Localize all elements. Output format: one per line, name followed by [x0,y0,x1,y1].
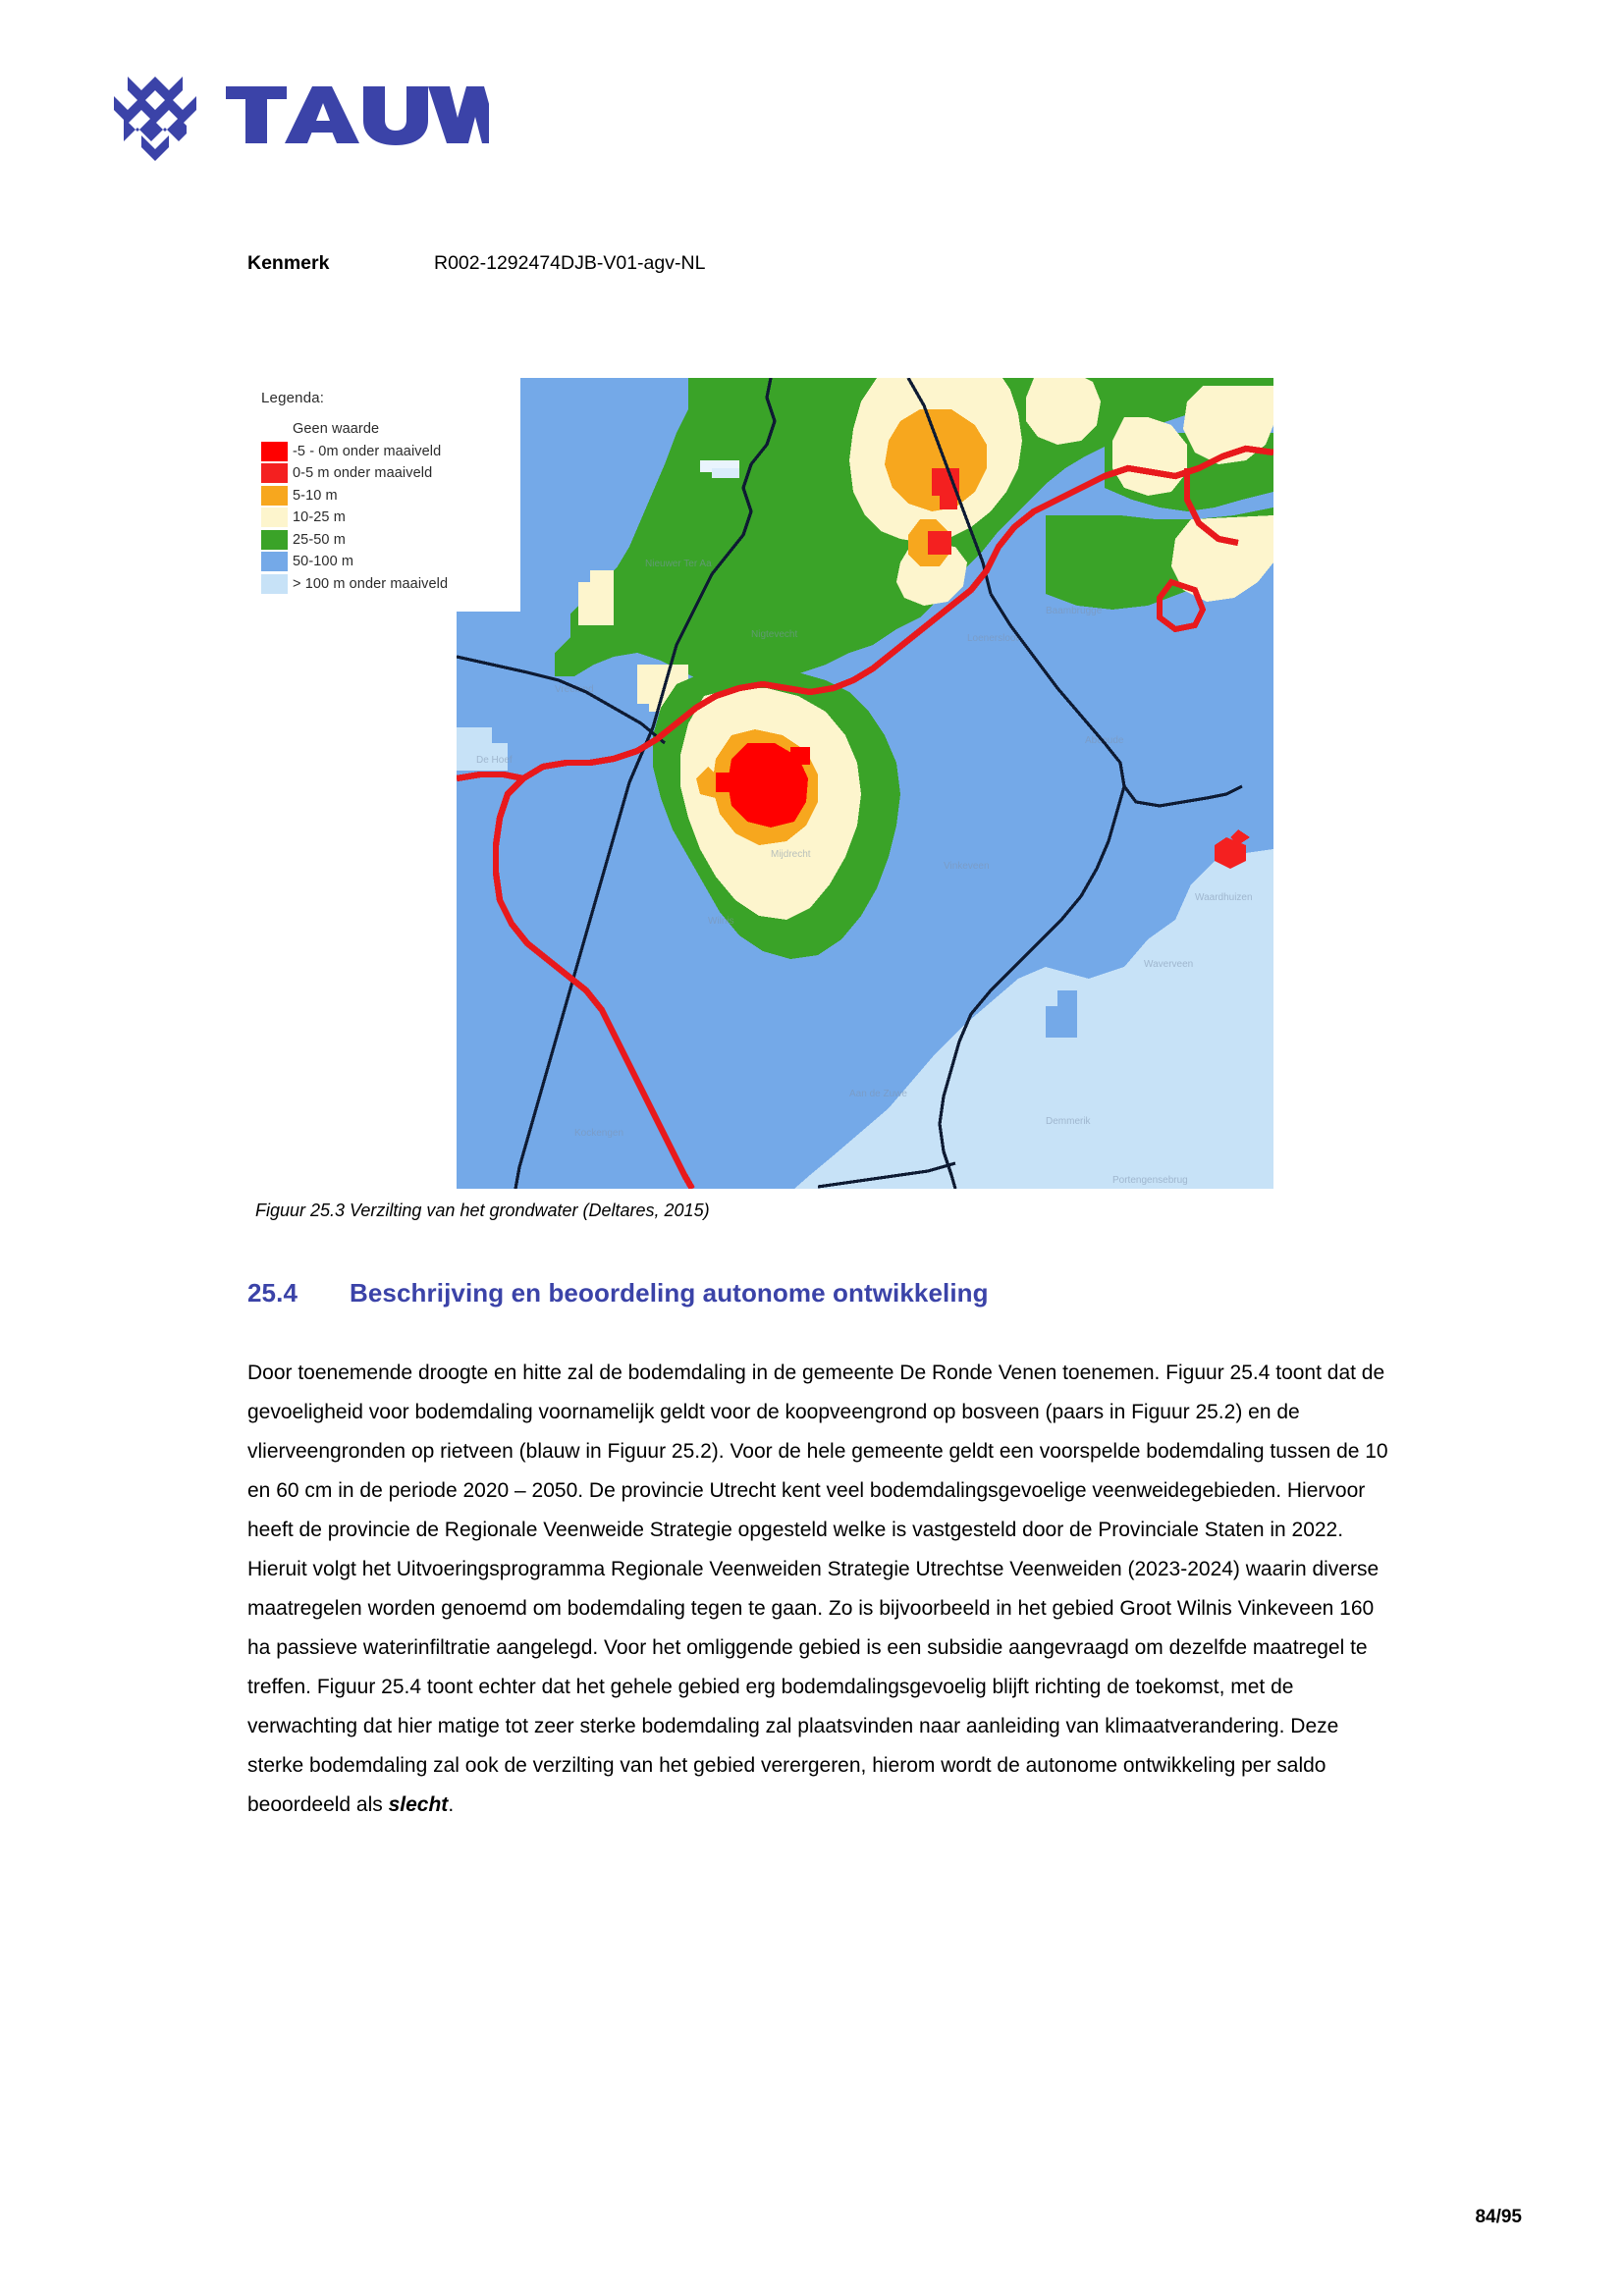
svg-text:Loenersloot: Loenersloot [967,633,1019,644]
legend-label: -5 - 0m onder maaiveld [293,443,442,459]
figure-25-3 [247,378,1386,1221]
paragraph-part-3: . [448,1793,455,1816]
legend-label: 50-100 m [293,554,354,570]
tauw-wordmark [226,82,489,147]
paragraph-part-1: Door toenemende droogte en hitte zal de bodemdaling in de gemeente De Ronde Venen toenemen. Figuur 25.4 toont dat de gevoeligheid voor bodemdaling voornamelijk geldt voor de koopveengrond op bosveen (paars in Figuur 25.2) en de vlierveengronden op rietveen (blauw in Figuur 25.2). Voor de hele gemeente geldt een voorspelde bodemdaling tussen de 10 en 60 cm in de periode 2020 – 2050. De provincie Utrecht kent veel bodemdalingsgevoelige veenweidegebieden. Hiervoor heeft de provincie de Regionale Veenweide Strategie opgesteld welke is vastgesteld door de Provinciale Staten in 2022. Hieruit volgt het Uitvoeringsprogramma Regionale Veenweiden Strategie Utrechtse Veenweiden (2023-2024) waarin diverse maatregelen worden genoemd om bodemdaling tegen te gaan. Zo is bijvoorbeeld in het gebied Groot Wilnis Vinkeveen 160 ha passieve waterinfiltratie aangelegd. Voor het omliggende gebied is een subsidie aangevraagd om dezelfde maatregel te treffen. Figuur 25.4 toont echter dat het gehele gebied erg bodemdalingsgevoelig blijft richting de toekomst, met de verwachting dat hier matige tot zeer sterke bodemdaling zal plaatsvinden naar aanleiding van klimaatverandering. Deze sterke bodemdaling zal ook de verzilting van het gebied verergeren, hierom wordt de autonome ontwikkeling per saldo beoordeeld als [247,1362,1388,1816]
legend-item [261,529,511,552]
section-number: 25.4 [247,1278,298,1308]
svg-text:Vinkeveen: Vinkeveen [944,861,990,872]
svg-text:Wilnis: Wilnis [708,916,734,927]
svg-text:Nieuwer Ter Aa: Nieuwer Ter Aa [645,559,712,569]
legend-label: > 100 m onder maaiveld [293,575,449,592]
svg-text:Baambrugge: Baambrugge [1046,606,1103,616]
section-heading [247,1278,989,1308]
legend-swatch-25-50m [261,530,288,550]
legend-item [261,573,511,596]
tauw-logo-mark [102,67,208,163]
svg-text:Kockengen: Kockengen [574,1128,624,1139]
map-frame [247,378,1273,1189]
section-body-paragraph [247,1354,1388,1825]
legend-item [261,462,511,485]
svg-text:Demmerik: Demmerik [1046,1116,1091,1127]
svg-text:Portengensebrug: Portengensebrug [1112,1175,1188,1186]
svg-text:Aan de Zuwe: Aan de Zuwe [849,1089,907,1099]
map-legend [247,378,520,612]
legend-title: Legenda: [261,390,325,406]
svg-text:Nigtevecht: Nigtevecht [751,629,798,640]
legend-item [261,551,511,573]
legend-swatch-geen-waarde [261,419,288,439]
svg-text:Abcoude: Abcoude [1085,735,1124,746]
svg-text:Waardhuizen: Waardhuizen [1195,892,1253,903]
svg-text:Mijdrecht: Mijdrecht [771,849,811,860]
svg-text:Waverveen: Waverveen [1144,959,1194,970]
svg-text:De Hoef: De Hoef [476,755,513,766]
legend-label: 10-25 m [293,509,346,526]
kenmerk-value: R002-1292474DJB-V01-agv-NL [434,252,706,274]
figure-caption: Figuur 25.3 Verzilting van het grondwater (Deltares, 2015) [255,1201,710,1220]
legend-items [261,418,511,595]
legend-swatch-50-100m [261,552,288,571]
legend-swatch-0-5m [261,463,288,483]
legend-label: 5-10 m [293,487,338,504]
kenmerk-row [247,251,705,276]
legend-swatch-over-100m [261,574,288,594]
map-raster [457,378,1273,1189]
salinisation-map-image [457,378,1273,1189]
section-title: Beschrijving en beoordeling autonome ontwikkeling [350,1278,989,1308]
assessment-emphasis: slecht [388,1793,449,1816]
legend-label: Geen waarde [293,421,380,438]
legend-item [261,441,511,463]
legend-swatch-minus5-0m [261,442,288,461]
legend-label: 0-5 m onder maaiveld [293,465,433,482]
tauw-logo [102,67,489,163]
kenmerk-label: Kenmerk [247,252,330,274]
legend-swatch-5-10m [261,486,288,506]
legend-label: 25-50 m [293,531,346,548]
svg-text:Vreeland: Vreeland [555,684,594,695]
legend-item [261,418,511,441]
legend-item [261,485,511,507]
page-number: 84/95 [1475,2207,1522,2227]
legend-item [261,507,511,529]
legend-swatch-10-25m [261,507,288,527]
